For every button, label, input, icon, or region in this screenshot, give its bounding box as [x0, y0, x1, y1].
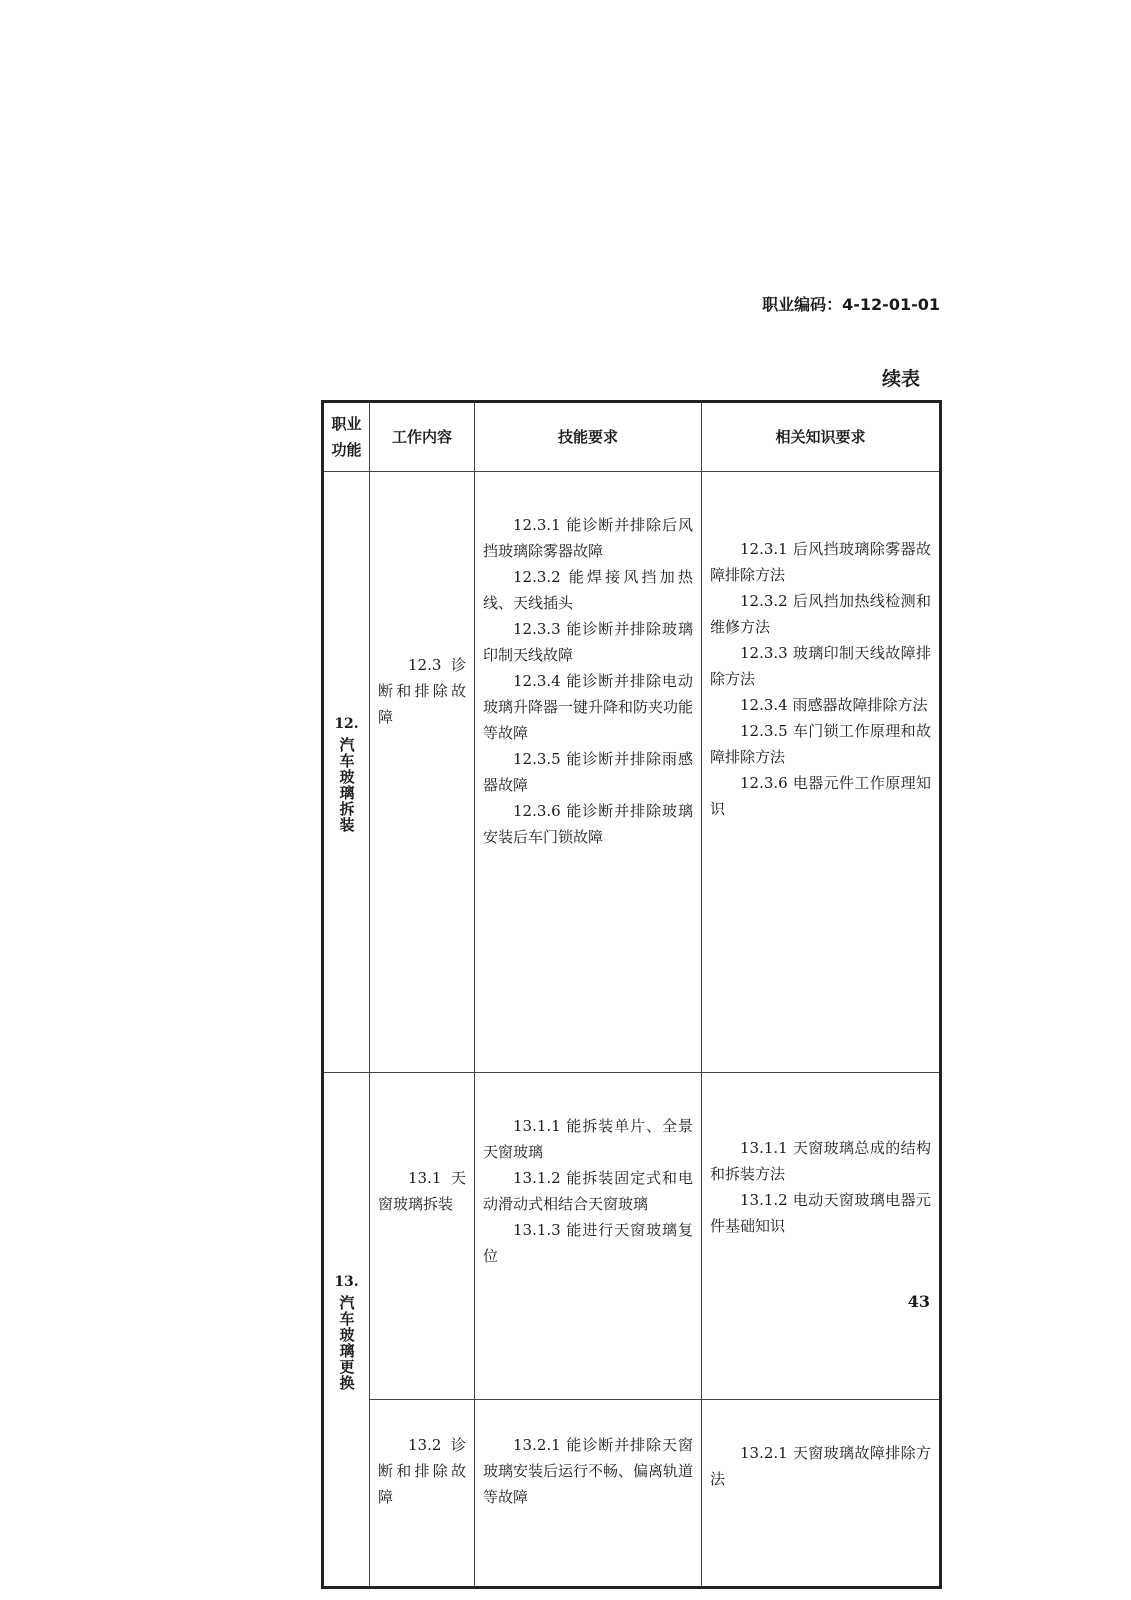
knowledge-cell	[702, 1073, 941, 1400]
skill-item: 12.3.3 能诊断并排除玻璃印制天线故障	[483, 620, 693, 664]
skill-item: 12.3.5 能诊断并排除雨感器故障	[483, 750, 693, 794]
page-number: 43	[907, 1292, 930, 1311]
table-row	[323, 1400, 941, 1588]
work-content: 13.2 诊断和排除故障	[378, 1436, 466, 1506]
skill-item: 13.1.1 能拆装单片、全景天窗玻璃	[483, 1117, 693, 1161]
knowledge-item: 13.1.2 电动天窗玻璃电器元件基础知识	[710, 1191, 931, 1235]
header-function-line2: 功能	[331, 441, 362, 459]
knowledge-cell	[702, 1400, 941, 1588]
knowledge-cell	[702, 472, 941, 1073]
table-header-row	[323, 402, 941, 472]
header-function-line1: 职业	[331, 415, 362, 433]
work-content: 13.1 天窗玻璃拆装	[378, 1169, 466, 1213]
work-content-cell	[370, 1400, 475, 1588]
header-function	[323, 402, 370, 472]
function-number: 13.	[334, 1273, 359, 1290]
function-name: 汽车玻璃拆装	[337, 737, 356, 833]
function-name: 汽车玻璃更换	[337, 1294, 356, 1391]
skill-item: 13.1.3 能进行天窗玻璃复位	[483, 1221, 693, 1265]
skills-cell	[475, 1400, 702, 1588]
skill-item: 12.3.6 能诊断并排除玻璃安装后车门锁故障	[483, 802, 693, 846]
knowledge-item: 13.2.1 天窗玻璃故障排除方法	[710, 1444, 931, 1488]
header-skills: 技能要求	[475, 402, 702, 472]
knowledge-item: 12.3.4 雨感器故障排除方法	[740, 696, 928, 714]
work-content-cell	[370, 472, 475, 1073]
knowledge-item: 12.3.2 后风挡加热线检测和维修方法	[710, 592, 931, 636]
header-knowledge: 相关知识要求	[702, 402, 941, 472]
work-content-cell	[370, 1073, 475, 1400]
skill-item: 13.1.2 能拆装固定式和电动滑动式相结合天窗玻璃	[483, 1169, 693, 1213]
skills-cell	[475, 472, 702, 1073]
table-row	[323, 1073, 941, 1400]
skill-item: 12.3.4 能诊断并排除电动玻璃升降器一键升降和防夹功能等故障	[483, 672, 694, 742]
function-number: 12.	[334, 716, 359, 732]
continued-label: 续表	[881, 368, 920, 390]
knowledge-item: 12.3.6 电器元件工作原理知识	[710, 774, 931, 818]
skills-cell	[475, 1073, 702, 1400]
occupation-code: 职业编码：4-12-01-01	[762, 295, 940, 314]
work-content: 12.3 诊断和排除故障	[378, 656, 466, 726]
spec-table	[321, 400, 942, 1589]
knowledge-item: 12.3.1 后风挡玻璃除雾器故障排除方法	[710, 540, 931, 584]
skill-item: 12.3.2 能焊接风挡加热线、天线插头	[483, 568, 693, 612]
skill-item: 12.3.1 能诊断并排除后风挡玻璃除雾器故障	[483, 516, 693, 560]
knowledge-item: 12.3.5 车门锁工作原理和故障排除方法	[710, 722, 931, 766]
knowledge-item: 13.1.1 天窗玻璃总成的结构和拆装方法	[710, 1139, 931, 1183]
function-cell	[323, 472, 370, 1073]
function-cell	[323, 1073, 370, 1588]
header-content: 工作内容	[370, 402, 475, 472]
table-row	[323, 472, 941, 1073]
knowledge-item: 12.3.3 玻璃印制天线故障排除方法	[710, 644, 931, 688]
skill-item: 13.2.1 能诊断并排除天窗玻璃安装后运行不畅、偏离轨道等故障	[483, 1436, 694, 1506]
